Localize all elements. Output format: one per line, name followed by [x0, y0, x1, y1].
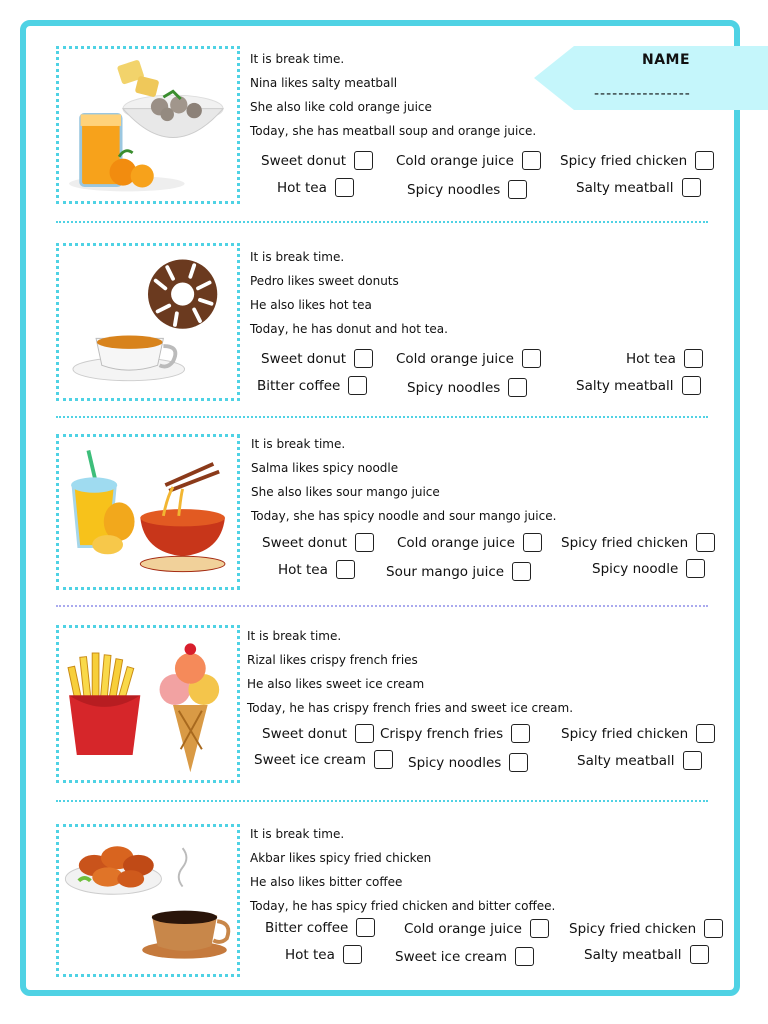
checkbox[interactable]: [335, 178, 354, 197]
option-cold-orange-juice[interactable]: [404, 919, 549, 938]
story-line: It is break time.: [247, 629, 342, 643]
option-label: Salty meatball: [576, 377, 674, 394]
story-line: It is break time.: [251, 437, 346, 451]
option-label: Hot tea: [285, 946, 335, 963]
option-sweet-ice-cream[interactable]: [254, 750, 393, 769]
option-label: Spicy fried chicken: [569, 920, 697, 937]
section-divider: [56, 800, 708, 802]
checkbox[interactable]: [348, 376, 367, 395]
checkbox[interactable]: [523, 533, 542, 552]
option-label: Spicy noodles: [408, 754, 502, 771]
option-spicy-fried-chicken[interactable]: [569, 919, 723, 938]
option-label: Sweet ice cream: [254, 751, 366, 768]
option-label: Spicy fried chicken: [560, 152, 688, 169]
option-label: Crispy french fries: [380, 725, 504, 742]
option-hot-tea[interactable]: [285, 945, 362, 964]
option-label: Salty meatball: [577, 752, 675, 769]
option-sweet-ice-cream[interactable]: [395, 947, 534, 966]
section-divider: [56, 605, 708, 607]
story-3: [251, 432, 556, 528]
option-cold-orange-juice[interactable]: [396, 151, 541, 170]
section-divider: [56, 416, 708, 418]
story-5: [250, 822, 555, 918]
mango-juice-and-spicy-noodle-illustration: [56, 434, 240, 590]
story-line: Rizal likes crispy french fries: [247, 653, 418, 667]
checkbox[interactable]: [509, 753, 528, 772]
story-line: It is break time.: [250, 827, 345, 841]
checkbox[interactable]: [508, 378, 527, 397]
option-spicy-fried-chicken[interactable]: [561, 724, 715, 743]
option-cold-orange-juice[interactable]: [396, 349, 541, 368]
checkbox[interactable]: [696, 724, 715, 743]
checkbox[interactable]: [522, 349, 541, 368]
checkbox[interactable]: [530, 919, 549, 938]
story-line: Nina likes salty meatball: [250, 76, 398, 90]
option-salty-meatball[interactable]: [576, 178, 701, 197]
checkbox[interactable]: [374, 750, 393, 769]
option-salty-meatball[interactable]: [577, 751, 702, 770]
option-salty-meatball[interactable]: [576, 376, 701, 395]
checkbox[interactable]: [354, 151, 373, 170]
story-line: It is break time.: [250, 250, 345, 264]
checkbox[interactable]: [690, 945, 709, 964]
option-label: Bitter coffee: [265, 919, 349, 936]
french-fries-and-ice-cream-illustration: [56, 625, 240, 783]
option-label: Cold orange juice: [397, 534, 515, 551]
option-spicy-noodle[interactable]: [592, 559, 705, 578]
option-crispy-french-fries[interactable]: [380, 724, 530, 743]
checkbox[interactable]: [684, 349, 703, 368]
story-2: [250, 245, 448, 341]
story-line: Salma likes spicy noodle: [251, 461, 399, 475]
name-label: NAME: [642, 52, 691, 68]
story-line: She also likes sour mango juice: [251, 485, 440, 499]
option-spicy-fried-chicken[interactable]: [560, 151, 714, 170]
option-hot-tea[interactable]: [277, 178, 354, 197]
story-line: Today, he has crispy french fries and sweet ice cream.: [247, 701, 574, 715]
checkbox[interactable]: [508, 180, 527, 199]
option-label: Spicy noodles: [407, 379, 501, 396]
story-line: She also like cold orange juice: [250, 100, 432, 114]
checkbox[interactable]: [696, 533, 715, 552]
option-label: Hot tea: [278, 561, 328, 578]
option-label: Spicy noodle: [592, 560, 679, 577]
checkbox[interactable]: [511, 724, 530, 743]
option-label: Salty meatball: [584, 946, 682, 963]
story-line: Today, he has spicy fried chicken and bitter coffee.: [250, 899, 556, 913]
option-label: Sweet ice cream: [395, 948, 507, 965]
checkbox[interactable]: [682, 376, 701, 395]
checkbox[interactable]: [356, 918, 375, 937]
option-bitter-coffee[interactable]: [265, 918, 375, 937]
option-spicy-fried-chicken[interactable]: [561, 533, 715, 552]
story-line: He also likes bitter coffee: [250, 875, 403, 889]
option-hot-tea[interactable]: [278, 560, 355, 579]
meatball-soup-and-orange-juice-illustration: [56, 46, 240, 204]
story-line: It is break time.: [250, 52, 345, 66]
checkbox[interactable]: [682, 178, 701, 197]
fried-chicken-and-coffee-illustration: [56, 824, 240, 977]
option-label: Cold orange juice: [404, 920, 522, 937]
checkbox[interactable]: [354, 349, 373, 368]
option-label: Hot tea: [277, 179, 327, 196]
option-label: Sweet donut: [261, 152, 347, 169]
option-label: Sour mango juice: [386, 563, 505, 580]
option-hot-tea[interactable]: [626, 349, 703, 368]
option-label: Spicy noodles: [407, 181, 501, 198]
option-label: Sweet donut: [262, 534, 348, 551]
donut-and-hot-tea-illustration: [56, 243, 240, 401]
option-label: Spicy fried chicken: [561, 534, 689, 551]
option-spicy-noodles[interactable]: [407, 378, 527, 397]
story-line: Akbar likes spicy fried chicken: [250, 851, 432, 865]
option-sour-mango-juice[interactable]: [386, 562, 531, 581]
checkbox[interactable]: [355, 533, 374, 552]
checkbox[interactable]: [515, 947, 534, 966]
checkbox[interactable]: [512, 562, 531, 581]
checkbox[interactable]: [695, 151, 714, 170]
checkbox[interactable]: [336, 560, 355, 579]
option-sweet-donut[interactable]: [262, 533, 374, 552]
option-sweet-donut[interactable]: [261, 151, 373, 170]
name-input-line[interactable]: ----------------: [594, 86, 691, 102]
checkbox[interactable]: [686, 559, 705, 578]
checkbox[interactable]: [355, 724, 374, 743]
option-label: Bitter coffee: [257, 377, 341, 394]
option-label: Cold orange juice: [396, 152, 514, 169]
option-salty-meatball[interactable]: [584, 945, 709, 964]
checkbox[interactable]: [522, 151, 541, 170]
option-sweet-donut[interactable]: [261, 349, 373, 368]
option-label: Hot tea: [626, 350, 676, 367]
option-label: Salty meatball: [576, 179, 674, 196]
option-spicy-noodles[interactable]: [407, 180, 527, 199]
option-cold-orange-juice[interactable]: [397, 533, 542, 552]
story-line: Today, she has meatball soup and orange juice.: [250, 124, 537, 138]
story-line: Today, he has donut and hot tea.: [250, 322, 448, 336]
checkbox[interactable]: [683, 751, 702, 770]
option-bitter-coffee[interactable]: [257, 376, 367, 395]
section-divider: [56, 221, 708, 223]
checkbox[interactable]: [704, 919, 723, 938]
checkbox[interactable]: [343, 945, 362, 964]
option-label: Spicy fried chicken: [561, 725, 689, 742]
option-label: Sweet donut: [262, 725, 348, 742]
story-4: [247, 624, 573, 720]
story-line: He also likes hot tea: [250, 298, 372, 312]
option-sweet-donut[interactable]: [262, 724, 374, 743]
story-line: He also likes sweet ice cream: [247, 677, 425, 691]
story-line: Today, she has spicy noodle and sour mango juice.: [251, 509, 557, 523]
story-1: [250, 47, 536, 143]
story-line: Pedro likes sweet donuts: [250, 274, 399, 288]
option-spicy-noodles[interactable]: [408, 753, 528, 772]
option-label: Sweet donut: [261, 350, 347, 367]
option-label: Cold orange juice: [396, 350, 514, 367]
